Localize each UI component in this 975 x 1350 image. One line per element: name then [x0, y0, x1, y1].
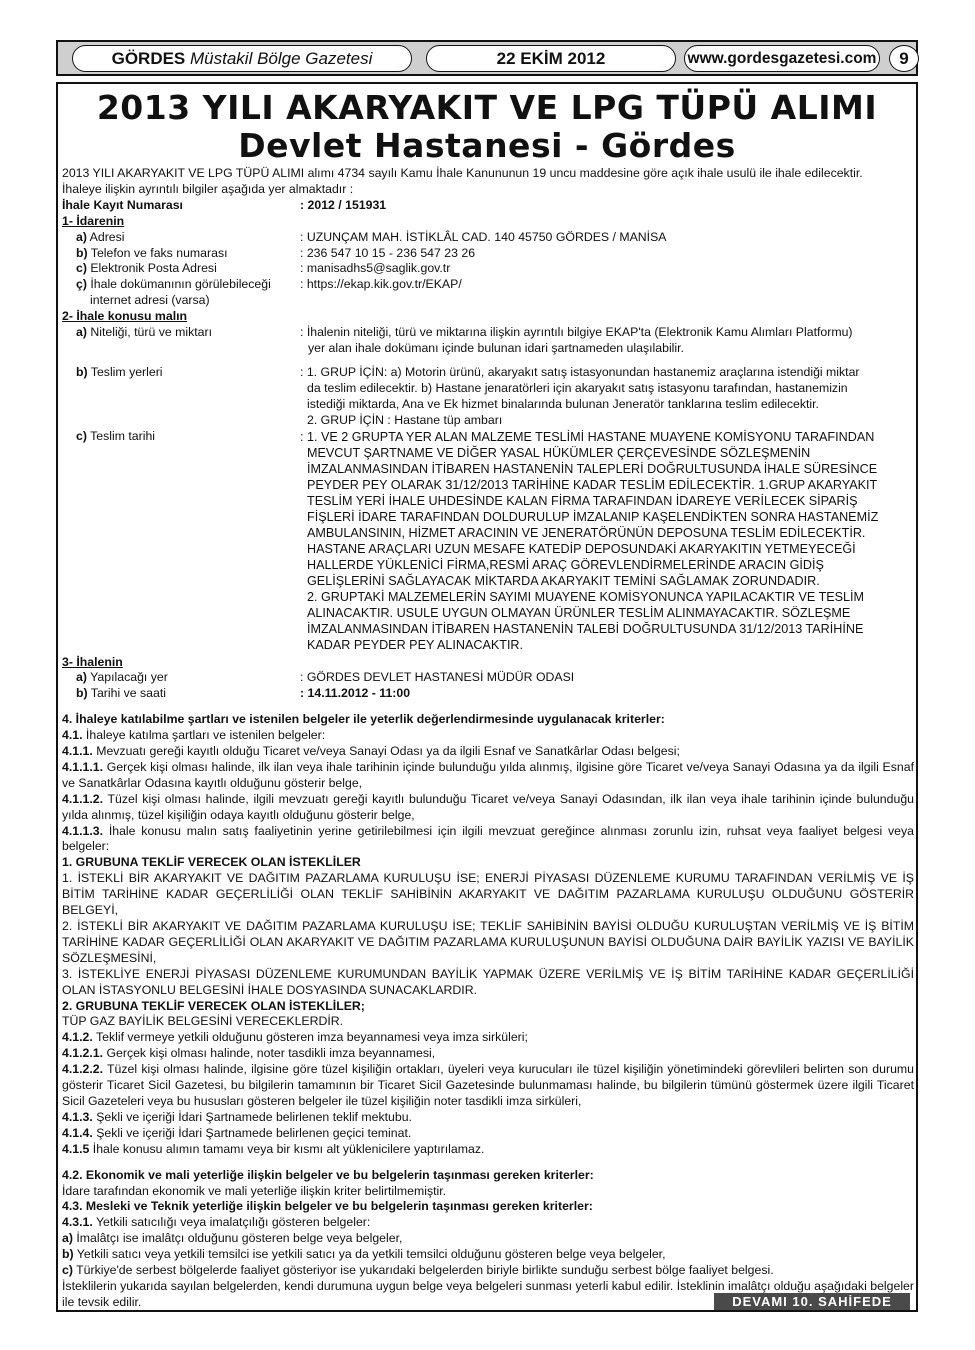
value-line: KADAR PEYDER PEY ALINACAKTIR. [307, 637, 524, 652]
website-link[interactable]: www.gordesgazetesi.com [684, 45, 880, 72]
section-heading: 3- İhalenin [62, 654, 123, 669]
item-label: Yapılacağı yer [86, 670, 168, 685]
value-line: AMBULANSININ, HİZMET ARACININ VE JENERATÖRÜNÜN DEPOSUNA TESLİM EDİLECEKTİR. [307, 525, 866, 540]
item-label: Teslim yerleri [87, 364, 163, 379]
criteria-paragraph [62, 1231, 914, 1247]
paragraph-text: TÜP GAZ BAYİLİK BELGESİNİ VERECEKLERDİR. [62, 1014, 344, 1029]
paragraph-lead: 4.1.5 [62, 1141, 90, 1156]
masthead-band [56, 40, 918, 76]
criteria-paragraph [62, 1014, 914, 1030]
criteria-paragraph [62, 1046, 914, 1062]
criteria-paragraph [62, 1062, 914, 1110]
item-value: yer alan ihale dokümanı içinde bulunan idari şartnameden ulaşılabilir. [308, 340, 684, 355]
paragraph-text: İsteklilerin yukarıda sayılan belgelerden, kendi durumuna uygun belge veya belgeleri sunması yeterli kabul edilir. İsteklinin imalâtçı olduğu aşağıdaki belgeler ile tevsik edilir. [62, 1278, 914, 1309]
item-label: Telefon ve faks numarası [87, 245, 228, 260]
item-value: : İhalenin niteliği, türü ve miktarına ilişkin ayrıntılı bilgiye EKAP'ta (Elektronik Kamu Alımları Platformu) [300, 325, 853, 340]
item-label-cont: internet adresi (varsa) [90, 293, 210, 308]
paragraph-text: Gerçek kişi olması halinde, ilk ilan veya ihale tarihinin içinde bulunduğu yılda alınmış, ilgisine göre Ticaret ve/veya Sanayi Odasına ya da ilgili Esnaf ve Sanatkârlar Odasına kayıtlı olduğunu gösterir belge, [62, 759, 914, 790]
delivery-places [300, 365, 914, 429]
info-row [62, 277, 914, 293]
paragraph-lead: 4.1.1. [62, 744, 93, 759]
paragraph-lead: 4.1.1.1. [62, 759, 104, 774]
paragraph-lead: 4.3. Mesleki ve Teknik yeterliğe ilişkin belgeler ve bu belgelerin taşınması gereken kriterler: [62, 1199, 593, 1214]
tender-number-label: İhale Kayıt Numarası [62, 197, 183, 212]
paragraph-lead: 4.1.4. [62, 1125, 93, 1140]
criteria-paragraph [62, 855, 914, 871]
info-row [62, 325, 914, 357]
paragraph-text: Yetkili satıcı veya yetkili temsilci ise yetkili satıcı ya da yetkili temsilci olduğunu gösteren belge veya belgeler, [73, 1247, 666, 1262]
item-label: Niteliği, türü ve miktarı [86, 325, 212, 340]
phone-value: : 236 547 10 15 - 236 547 23 26 [300, 245, 476, 260]
paragraph-text: İmalâtçı ise imalâtçı olduğunu gösteren belge veya belgeler, [72, 1231, 403, 1246]
criteria-paragraph [62, 1199, 914, 1215]
paragraph-lead: 1. GRUBUNA TEKLİF VERECEK OLAN İSTEKLİLER [62, 855, 361, 870]
info-row [62, 230, 914, 246]
item-label: Elektronik Posta Adresi [86, 261, 217, 276]
item-label: Teslim tarihi [86, 428, 156, 443]
headline: 2013 YILI AKARYAKIT VE LPG TÜPÜ ALIMI [96, 88, 878, 127]
criteria-paragraph [62, 1215, 914, 1231]
info-row [62, 365, 914, 429]
intro-line: İhaleye ilişkin ayrıntılı bilgiler aşağıda yer almaktadır : [62, 181, 354, 196]
subheadline: Devlet Hastanesi - Gördes [238, 126, 736, 165]
item-key: b) [76, 245, 88, 260]
value-line: TESLİM YERİ İHALE UHDESİNDE KALAN FİRMA TARAFINDAN İDAREYE VERİLECEK SİPARİŞ [307, 493, 858, 508]
value-line: İMZALANMASINDAN İTİBAREN HASTANENİN TALEBİ DOĞRULTUSUNDA 31/12/2013 TARİHİNE [307, 621, 864, 636]
paragraph-lead: 4.1.1.2. [62, 791, 104, 806]
paragraph-text: Şekli ve içeriği İdari Şartnamede belirlenen geçici teminat. [92, 1125, 412, 1140]
tender-number-value: : 2012 / 151931 [300, 197, 387, 212]
criteria-paragraph [62, 712, 914, 728]
paragraph-text: Yetkili satıcılığı veya imalatçılığı gösteren belgeler: [92, 1215, 371, 1230]
value-line: PEYDER PEY OLARAK 31/12/2013 TARİHİNE KADAR TESLİM EDİLECEKTİR. 1.GRUP AKARYAKIT [307, 477, 878, 492]
info-row [62, 246, 914, 262]
qualification-section [62, 1168, 914, 1311]
issue-date: 22 EKİM 2012 [426, 45, 676, 72]
paragraph-text: Mevzuatı gereği kayıtlı olduğu Ticaret ve/veya Sanayi Odası ya da ilgili Esnaf ve Sanatkârlar Odası belgesi; [92, 744, 680, 759]
continued-banner: DEVAMI 10. SAHİFEDE [714, 1293, 910, 1310]
item-label: Adresi [86, 229, 125, 244]
section-heading: 2- İhale konusu malın [62, 309, 188, 324]
value-line: HASTANE ARAÇLARI UZUN MESAFE KATEDİP DEPOSUNDAKİ AKARYAKITIN YETMEYECEĞİ [307, 541, 856, 556]
value-line: FİŞLERİ İDARE TARAFINDAN DOLDURULUP İMZALANIP KAŞELENDİKTEN SONRA HASTANEMİZ [307, 509, 879, 524]
info-row [62, 686, 914, 702]
delivery-date [300, 429, 914, 653]
info-row [62, 261, 914, 277]
paragraph-text: Gerçek kişi olması halinde, noter tasdikli imza beyannamesi, [103, 1046, 436, 1061]
value-line: 2. GRUP İÇİN : Hastane tüp ambarı [307, 412, 503, 427]
paragraph-lead: 4. İhaleye katılabilme şartları ve istenilen belgeler ile yeterlik değerlendirmesinde uygulanacak kriterler: [62, 712, 665, 727]
criteria-paragraph [62, 967, 914, 999]
paragraph-lead: 4.1.2.1. [62, 1046, 104, 1061]
criteria-paragraph [62, 1247, 914, 1263]
value-line: HALLERDE YÜKLENİCİ FİRMA,RESMİ ARAÇ GÖREVLENDİRMELERİNDE ARACIN GİDİŞ [307, 557, 824, 572]
address-value: : UZUNÇAM MAH. İSTİKLÂL CAD. 140 45750 GÖRDES / MANİSA [300, 229, 667, 244]
value-line: : 1. GRUP İÇİN: a) Motorin ürünü, akaryakıt satış istasyonundan hastanemiz araçlarına istendiği miktar [300, 364, 860, 379]
criteria-paragraph [62, 999, 914, 1015]
paragraph-text: Şekli ve içeriği İdari Şartnamede belirlenen teklif mektubu. [92, 1109, 412, 1124]
value-line: 2. GRUPTAKİ MALZEMELERİN SAYIMI MUAYENE KOMİSYONUNCA YAPILACAKTIR VE TESLİM [307, 589, 865, 604]
paragraph-text: İdare tarafından ekonomik ve mali yeterliğe ilişkin kriter belirtilmemiştir. [62, 1183, 447, 1198]
paragraph-text: İhale konusu malın satış faaliyetinin yerine getirilebilmesi için ilgili mevzuat gereğince alınması zorunlu izin, ruhsat veya faaliyet belgesi veya belgeler: [62, 823, 914, 854]
paragraph-lead: b) [62, 1247, 74, 1262]
paragraph-text: Teklif vermeye yetkili olduğunu gösteren imza beyannamesi veya imza sirküleri; [92, 1030, 528, 1045]
paragraph-lead: 4.1. [62, 728, 83, 743]
paragraph-text: Tüzel kişi olması halinde, ilgili mevzuatı gereği kayıtlı bulunduğu Ticaret ve/veya Sanayi Odasından, ilk ilan veya ihale tarihinin içinde bulunduğu yılda alınmış, tüzel kişiliğin odaya kayıtlı olduğunu gösterir belge, [62, 791, 914, 822]
tender-number-row [62, 198, 914, 214]
paragraph-text: İhaleye katılma şartları ve istenilen belgeler: [82, 728, 326, 743]
criteria-paragraph [62, 871, 914, 919]
item-key: b) [76, 364, 88, 379]
info-row [62, 670, 914, 686]
criteria-paragraph [62, 1184, 914, 1200]
paragraph-lead: 4.1.2.2. [62, 1062, 104, 1077]
item-key: a) [76, 670, 87, 685]
paragraph-lead: 4.1.3. [62, 1109, 93, 1124]
paragraph-lead: 4.1.2. [62, 1030, 93, 1045]
paragraph-lead: a) [62, 1231, 73, 1246]
criteria-paragraph [62, 792, 914, 824]
paragraph-text: 2. İSTEKLİ BİR AKARYAKIT VE DAĞITIM PAZARLAMA KURULUŞU İSE; TEKLİF SAHİBİNİN BAYİSİ OLDUĞU KURULUŞTAN VERİLMİŞ VE İŞ BİTİM TARİHİNE KADAR GEÇERLİLİĞİ OLAN AKARYAKIT VE DAĞITIM PAZARLAMA KURULUŞUNUN BAYİSİ OLDUĞUNA DAİR BAYİLİK YAZISI VE BAYİLİK SÖZLEŞMESİNİ, [62, 919, 914, 965]
item-label: Tarihi ve saati [87, 686, 166, 701]
paragraph-lead: c) [62, 1263, 73, 1278]
criteria-paragraph [62, 760, 914, 792]
paper-subtitle: Müstakil Bölge Gazetesi [190, 48, 373, 68]
value-line: ALINACAKTIR. USULE UYGUN OLMAYAN ÜRÜNLER TESLİM ALINMAYACAKTIR. SÖZLEŞME [307, 605, 851, 620]
criteria-paragraph [62, 919, 914, 967]
item-key: a) [76, 325, 87, 340]
criteria-paragraph [62, 824, 914, 856]
email-value: : manisadhs5@saglik.gov.tr [300, 261, 451, 276]
criteria-paragraph [62, 1263, 914, 1279]
value-line: İMZALANMASINDAN İTİBAREN HASTANENİN TALEPLERİ DOĞRULTUSUNDA İHALE SÜRESİNCE [307, 461, 878, 476]
item-key: b) [76, 686, 88, 701]
criteria-paragraph [62, 1126, 914, 1142]
paragraph-text: Türkiye'de serbest bölgelerde faaliyet gösteriyor ise yukarıdaki belgelerden biriyle birlikte sunduğu serbest bölge faaliyet belgesi. [72, 1263, 774, 1278]
value-line: GELİŞLERİNİ SAĞLAYACAK MİKTARDA AKARYAKIT TEMİNİ SAĞLAMAK ZORUNDADIR. [307, 573, 820, 588]
criteria-paragraph [62, 1168, 914, 1184]
value-line: MEVCUT ŞARTNAME VE DİĞER YASAL HÜKÜMLER ÇERÇEVESİNDE SÖZLEŞMENİN [307, 445, 811, 460]
criteria-paragraph [62, 1110, 914, 1126]
paragraph-lead: 4.3.1. [62, 1215, 93, 1230]
value-line: da teslim edilecektir. b) Hastane jenaratörleri için akaryakıt satış istasyonu tarafından, hastanemizin [307, 380, 848, 395]
value-line: istediği miktarda, Ana ve Ek hizmet binalarında bulunan Jeneratör tanklarına teslim edilecektir. [307, 396, 819, 411]
datetime-value: : 14.11.2012 - 11:00 [300, 686, 411, 701]
ekap-link[interactable]: : https://ekap.kik.gov.tr/EKAP/ [300, 277, 462, 292]
value-line: : 1. VE 2 GRUPTA YER ALAN MALZEME TESLİMİ HASTANE MUAYENE KOMİSYONU TARAFINDAN [300, 429, 875, 444]
article-body [62, 166, 914, 1311]
page-number: 9 [889, 45, 919, 72]
criteria-paragraph [62, 744, 914, 760]
item-key: ç) [76, 277, 87, 292]
criteria-paragraph [62, 1030, 914, 1046]
paper-name: GÖRDES [111, 48, 186, 68]
criteria-paragraph [62, 728, 914, 744]
item-key: a) [76, 229, 87, 244]
item-key: c) [76, 428, 87, 443]
paragraph-lead: 4.1.1.3. [62, 823, 104, 838]
paragraph-text: İhale konusu alımın tamamı veya bir kısmı alt yüklenicilere yaptırılamaz. [89, 1141, 485, 1156]
paragraph-lead: 2. GRUBUNA TEKLİF VERECEK OLAN İSTEKLİLER; [62, 998, 365, 1013]
section-heading: 1- İdarenin [62, 213, 125, 228]
intro-line: 2013 YILI AKARYAKIT VE LPG TÜPÜ ALIMI alımı 4734 sayılı Kamu İhale Kanununun 19 uncu maddesine göre açık ihale usulü ile ihale edilecektir. [62, 166, 863, 180]
paper-name-pill [72, 45, 412, 72]
paragraph-text: 1. İSTEKLİ BİR AKARYAKIT VE DAĞITIM PAZARLAMA KURULUŞU İSE; ENERJİ PİYASASI DÜZENLEME KURUMU TARAFINDAN VERİLMİŞ VE İŞ BİTİM TARİHİNE KADAR GEÇERLİLİĞİ OLAN TEKLİF SAHİBİNİN AKARYAKIT VE DAĞITIM PAZARLAMA KURULUŞU OLDUĞUNU GÖSTERİR BELGEYİ, [62, 871, 914, 918]
paragraph-text: 3. İSTEKLİYE ENERJİ PİYASASI DÜZENLEME KURUMUNDAN BAYİLİK YAPMAK ÜZERE VERİLMİŞ VE İŞ BİTİM TARİHİNE KADAR GEÇERLİLİĞİ OLAN İSTASYONLU BELGESİNİ İHALE DOSYASINDA SUNACAKLARDIR. [62, 966, 914, 997]
item-label: İhale dokümanının görülebileceği [86, 277, 271, 292]
info-row [62, 429, 914, 653]
paragraph-text: Tüzel kişi olması halinde, ilgisine göre tüzel kişiliğin ortakları, üyeleri veya kurucuları ile tüzel kişiliğin yönetimindeki görevlileri belirten son durumu gösterir Ticaret Sicil Gazetesi, bu bilgilerin tamamının bir Ticaret Sicil Gazetesinde bulunmaması halinde, bu bilgilerin tümünü göstermek üzere ilgili Ticaret Sicil Gazeteleri veya bu hususları gösteren belgeler ile tüzel kişiliğin noter tasdikli imza sirküleri, [62, 1062, 914, 1108]
criteria-section [62, 712, 914, 1157]
venue-value: : GÖRDES DEVLET HASTANESİ MÜDÜR ODASI [300, 670, 575, 685]
paragraph-lead: 4.2. Ekonomik ve mali yeterliğe ilişkin belgeler ve bu belgelerin taşınması gereken kriterler: [62, 1167, 594, 1182]
item-key: c) [76, 261, 87, 276]
criteria-paragraph [62, 1142, 914, 1158]
